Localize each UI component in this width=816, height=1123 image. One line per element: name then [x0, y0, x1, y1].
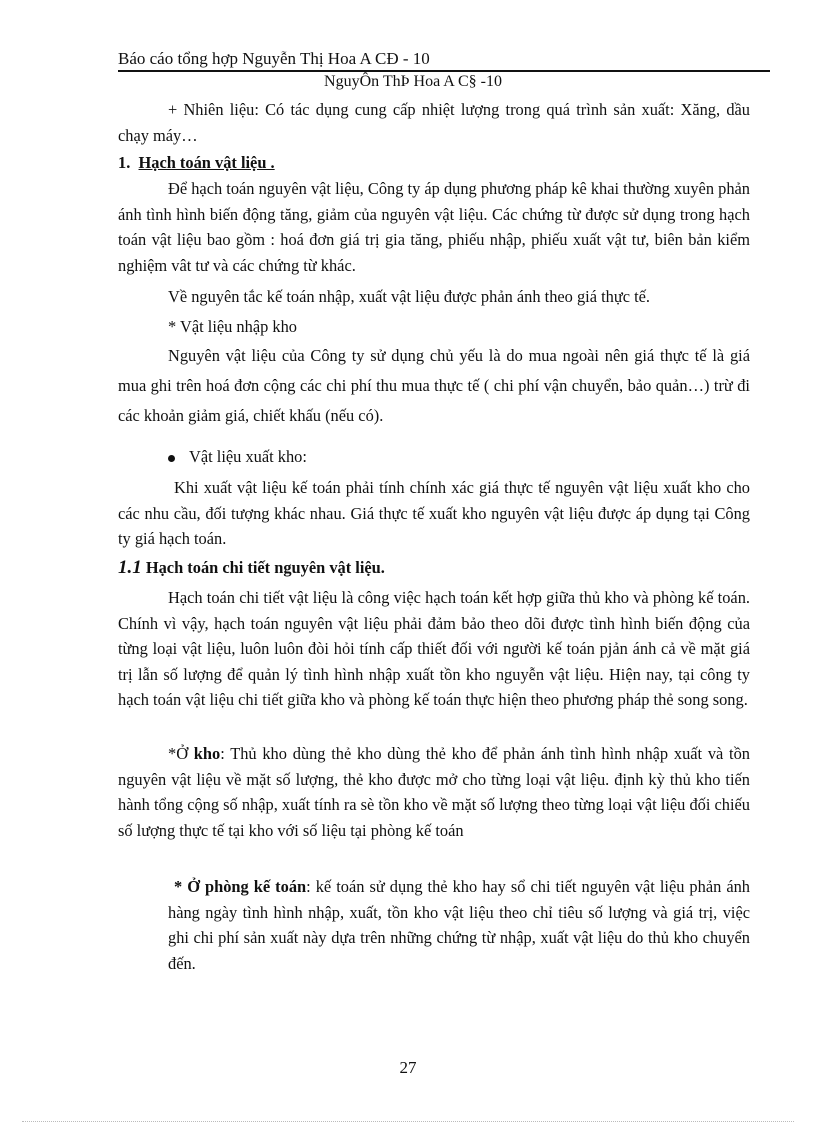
- heading-title: Hạch toán chi tiết nguyên vật liệu.: [145, 558, 385, 577]
- paragraph-export-price: Khi xuất vật liệu kế toán phải tính chính xác giá thực tế nguyên vật liệu xuất kho cho các nhu cầu, đối tượng khác nhau. Giá thực tế xuất kho nguyên vật liệu được áp dụng tại Công ty giá hạch toán.: [118, 478, 750, 548]
- paragraph-warehouse: *Ở kho: Thủ kho dùng thẻ kho dùng thẻ kho để phản ánh tình hình nhập xuất và tồn nguyên vật liệu về mặt số lượng, thẻ kho được mở cho từng loại vật liệu. định kỳ thủ kho tiến hành tổng cộng số nhập, xuất tính ra sè tồn kho về mặt số lượng theo từng loại vật liệu đối chiếu số lượng thực tế tại kho với số liệu tại phòng kế toán: [118, 744, 750, 840]
- bullet-export: Vật liệu xuất kho:: [168, 444, 307, 469]
- paragraph-import-price: Nguyên vật liệu của Công ty sử dụng chủ yếu là do mua ngoài nên giá thực tế là giá mua ghi trên hoá đơn cộng các chi phí thu mua thực tế ( chi phí vận chuyển, bảo quản…) trừ đi các khoản giảm giá, chiết khấu (nếu có).: [118, 346, 750, 425]
- heading-title: Hạch toán vật liệu .: [138, 153, 275, 172]
- paragraph-detail: Hạch toán chi tiết vật liệu là công việc hạch toán kết hợp giữa thủ kho và phòng kế toán. Chính vì vậy, hạch toán nguyên vật liệu phải đảm bảo theo dõi được tình hình biến động của từng loại vật liệu, luôn luôn đòi hỏi tính cấp thiết đối với người kế toán pjản ánh cả về mặt giá trị lẫn số lượng để quản lý tình hình nhập xuất tồn kho nguyễn vật liệu. Hiện nay, tại công ty hạch toán vật liệu chi tiết giữa kho và phòng kế toán thực hiện theo phương pháp thẻ song song.: [118, 588, 750, 709]
- page-bottom-rule: [22, 1121, 794, 1122]
- page-number: 27: [399, 1058, 417, 1077]
- paragraph-import-label: * Vật liệu nhập kho: [168, 317, 297, 336]
- running-header: Báo cáo tổng hợp Nguyễn Thị Hoa A CĐ - 10: [118, 49, 770, 72]
- heading-material-accounting: [118, 150, 750, 176]
- running-header-garbled: NguyÔn ThÞ Hoa A C§ -10: [324, 73, 502, 90]
- bullet-dot-icon: [168, 455, 175, 462]
- heading-number: 1.: [118, 153, 131, 172]
- paragraph-method: Để hạch toán nguyên vật liệu, Công ty áp dụng phương pháp kê khai thường xuyên phản ánh tình hình biến động tăng, giảm của nguyên vật liệu. Các chứng từ được sử dụng trong hạch toán vật liệu bao gồm : hoá đơn giá trị gia tăng, phiếu nhập, phiếu xuất vật tư, biên bản kiểm nghiệm vât tư và các chứng từ khác.: [118, 179, 750, 275]
- paragraph-principle: Về nguyên tắc kế toán nhập, xuất vật liệu được phản ánh theo giá thực tế.: [168, 287, 651, 306]
- paragraph-fuel: + Nhiên liệu: Có tác dụng cung cấp nhiệt lượng trong quá trình sản xuất: Xăng, dầu chạy máy…: [118, 100, 750, 145]
- heading-number: 1.1: [118, 557, 142, 578]
- heading-detail-accounting: [118, 555, 750, 581]
- paragraph-accounting-dept: * Ở phòng kế toán: kế toán sử dụng thẻ kho hay sổ chi tiết nguyên vật liệu phản ánh hàng ngày tình hình nhập, xuất, tồn kho vật liệu theo chỉ tiêu số lượng và giá trị, việc ghi chi phí sản xuất này dựa trên những chứng từ nhập, xuất vật liệu do thủ kho chuyển đến.: [168, 877, 750, 973]
